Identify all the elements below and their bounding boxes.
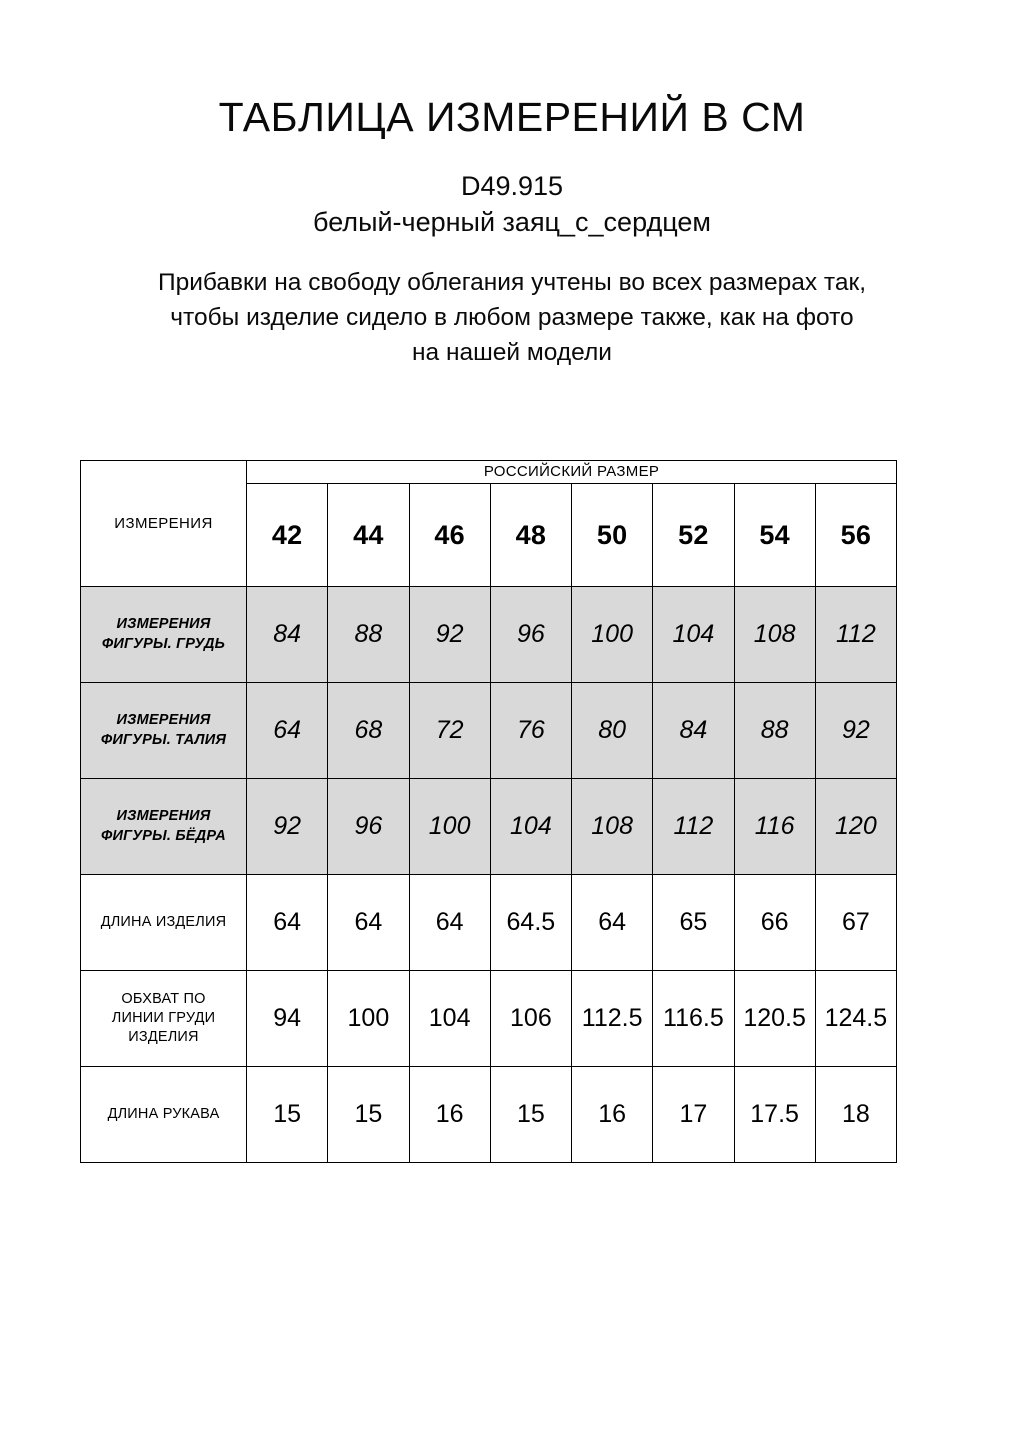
cell-length-52: 65	[653, 875, 734, 971]
table-row	[81, 1067, 897, 1163]
table-row	[81, 587, 897, 683]
cell-hips-50: 108	[572, 779, 653, 875]
row-label-line: ИЗДЕЛИЯ	[128, 1028, 199, 1045]
row-label-line: ФИГУРЫ. БЁДРА	[101, 827, 226, 844]
size-table-container	[80, 460, 896, 1163]
size-header-52: 52	[653, 484, 734, 587]
row-label-line: ИЗМЕРЕНИЯ	[116, 615, 211, 632]
cell-bust-44: 88	[328, 587, 409, 683]
measurements-column-header: ИЗМЕРЕНИЯ	[81, 461, 247, 587]
cell-hips-54: 116	[734, 779, 815, 875]
cell-chest-girth-54: 120.5	[734, 971, 815, 1067]
cell-chest-girth-50: 112.5	[572, 971, 653, 1067]
cell-sleeve-52: 17	[653, 1067, 734, 1163]
table-body	[81, 587, 897, 1163]
cell-hips-42: 92	[247, 779, 328, 875]
row-label-bust-figure	[81, 587, 247, 683]
article-code: D49.915	[460, 171, 564, 202]
table-row	[81, 971, 897, 1067]
size-header-48: 48	[490, 484, 571, 587]
row-label-garment-chest-girth	[81, 971, 247, 1067]
cell-length-56: 67	[815, 875, 896, 971]
size-header-56: 56	[815, 484, 896, 587]
size-group-header: РОССИЙСКИЙ РАЗМЕР	[247, 461, 897, 484]
row-label-line: ДЛИНА ИЗДЕЛИЯ	[100, 913, 227, 930]
product-identity	[0, 169, 1024, 240]
cell-hips-56: 120	[815, 779, 896, 875]
cell-waist-48: 76	[490, 683, 571, 779]
size-header-42: 42	[247, 484, 328, 587]
page-title: ТАБЛИЦА ИЗМЕРЕНИЙ В СМ	[218, 94, 806, 140]
row-label-line: ИЗМЕРЕНИЯ	[116, 807, 211, 824]
row-label-line: ИЗМЕРЕНИЯ	[116, 711, 211, 728]
description-line: чтобы изделие сидело в любом размере также, как на фото	[170, 304, 854, 332]
cell-waist-56: 92	[815, 683, 896, 779]
cell-length-42: 64	[247, 875, 328, 971]
table-header-group-row	[81, 461, 897, 484]
cell-bust-50: 100	[572, 587, 653, 683]
table-head	[81, 461, 897, 587]
cell-chest-girth-44: 100	[328, 971, 409, 1067]
cell-chest-girth-46: 104	[409, 971, 490, 1067]
table-row	[81, 683, 897, 779]
cell-waist-52: 84	[653, 683, 734, 779]
row-label-hips-figure	[81, 779, 247, 875]
cell-sleeve-50: 16	[572, 1067, 653, 1163]
description-line: на нашей модели	[412, 338, 612, 366]
row-label-line: ФИГУРЫ. ГРУДЬ	[101, 635, 226, 652]
cell-chest-girth-52: 116.5	[653, 971, 734, 1067]
cell-waist-44: 68	[328, 683, 409, 779]
cell-length-46: 64	[409, 875, 490, 971]
cell-hips-48: 104	[490, 779, 571, 875]
cell-waist-54: 88	[734, 683, 815, 779]
cell-length-48: 64.5	[490, 875, 571, 971]
cell-chest-girth-42: 94	[247, 971, 328, 1067]
cell-sleeve-46: 16	[409, 1067, 490, 1163]
cell-waist-46: 72	[409, 683, 490, 779]
size-table	[80, 460, 897, 1163]
size-header-44: 44	[328, 484, 409, 587]
table-row	[81, 779, 897, 875]
cell-chest-girth-56: 124.5	[815, 971, 896, 1067]
row-label-sleeve-length	[81, 1067, 247, 1163]
cell-sleeve-56: 18	[815, 1067, 896, 1163]
cell-sleeve-48: 15	[490, 1067, 571, 1163]
cell-length-54: 66	[734, 875, 815, 971]
cell-bust-46: 92	[409, 587, 490, 683]
cell-hips-46: 100	[409, 779, 490, 875]
cell-bust-48: 96	[490, 587, 571, 683]
cell-waist-50: 80	[572, 683, 653, 779]
cell-sleeve-54: 17.5	[734, 1067, 815, 1163]
cell-sleeve-42: 15	[247, 1067, 328, 1163]
row-label-line: ЛИНИИ ГРУДИ	[111, 1010, 216, 1027]
size-header-54: 54	[734, 484, 815, 587]
size-header-50: 50	[572, 484, 653, 587]
cell-hips-52: 112	[653, 779, 734, 875]
table-row	[81, 875, 897, 971]
cell-bust-56: 112	[815, 587, 896, 683]
size-header-46: 46	[409, 484, 490, 587]
row-label-waist-figure	[81, 683, 247, 779]
cell-length-44: 64	[328, 875, 409, 971]
cell-bust-42: 84	[247, 587, 328, 683]
row-label-line: ДЛИНА РУКАВА	[107, 1105, 220, 1122]
cell-sleeve-44: 15	[328, 1067, 409, 1163]
cell-bust-52: 104	[653, 587, 734, 683]
row-label-garment-length	[81, 875, 247, 971]
cell-length-50: 64	[572, 875, 653, 971]
row-label-line: ОБХВАТ ПО	[121, 991, 206, 1008]
row-label-line: ФИГУРЫ. ТАЛИЯ	[100, 731, 227, 748]
cell-chest-girth-48: 106	[490, 971, 571, 1067]
cell-waist-42: 64	[247, 683, 328, 779]
cell-bust-54: 108	[734, 587, 815, 683]
description-line: Прибавки на свободу облегания учтены во всех размерах так,	[157, 269, 866, 297]
document-header	[0, 0, 1024, 371]
cell-hips-44: 96	[328, 779, 409, 875]
product-name: белый-черный заяц_с_сердцем	[313, 206, 711, 237]
fit-description	[97, 266, 927, 370]
